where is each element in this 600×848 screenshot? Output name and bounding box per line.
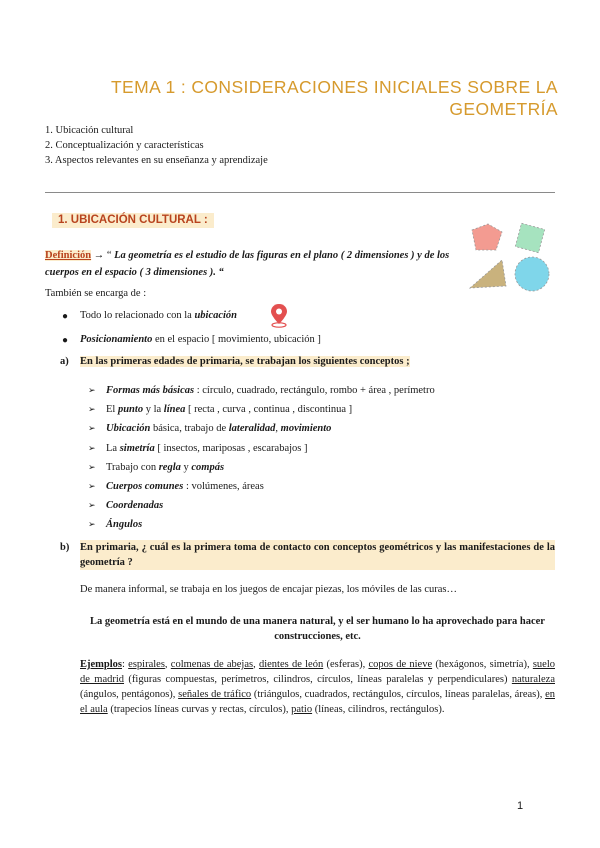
- geometric-shapes-icon: [460, 222, 560, 302]
- bullet-emphasis: Posicionamiento: [80, 334, 153, 345]
- arrow-icon: ➢: [88, 404, 96, 415]
- also-handles-text: También se encarga de :: [45, 288, 147, 299]
- examples-label: Ejemplos: [80, 659, 122, 670]
- toc-item: 1. Ubicación cultural: [45, 125, 134, 136]
- bullet-text: Todo lo relacionado con la: [80, 310, 195, 321]
- subsection-label: a): [60, 356, 69, 367]
- list-item: ➢ Ubicación básica, trabajo de lateralidad, movimiento: [88, 419, 435, 438]
- location-pin-icon: [268, 302, 290, 328]
- arrow-icon: ➢: [88, 500, 96, 511]
- page-number: 1: [517, 800, 524, 812]
- list-item: ➢ Formas más básicas : círculo, cuadrado, rectángulo, rombo + área , perímetro: [88, 381, 435, 400]
- section-heading: 1. UBICACIÓN CULTURAL :: [52, 213, 214, 228]
- definition-arrow: → “: [91, 250, 112, 261]
- arrow-icon: ➢: [88, 461, 96, 472]
- subsection-title: En primaria, ¿ cuál es la primera toma de contacto con conceptos geométricos y las manifestaciones de la geometría ?: [80, 542, 555, 568]
- subsection-b: [60, 540, 555, 570]
- list-item: ➢ La simetría [ insectos, mariposas , escarabajos ]: [88, 439, 435, 458]
- definition-label: Definición: [45, 250, 92, 261]
- arrow-icon: ➢: [88, 519, 96, 530]
- subsection-label: b): [60, 542, 70, 553]
- bullet-icon: ●: [62, 335, 69, 346]
- definition-text: La geometría es el estudio de las figuras en el plano ( 2 dimensiones ) y de los cuerpos en el espacio ( 3 dimensiones ). “: [45, 250, 450, 278]
- bullet-icon: ●: [62, 311, 69, 322]
- informal-text: De manera informal, se trabaja en los juegos de encajar piezas, los móviles de las curas…: [80, 584, 457, 595]
- concepts-list: [88, 381, 435, 535]
- toc-item: 3. Aspectos relevantes en su enseñanza y aprendizaje: [45, 155, 268, 166]
- subsection-a: [60, 356, 555, 367]
- examples-paragraph: Ejemplos: espirales, colmenas de abejas, dientes de león (esferas), copos de nieve (hexágonos, simetría), suelo de madrid (figuras compuestas, perímetros, cilindros, círculos, líneas paralelas y perpendiculares) naturaleza (ángulos, pentágonos), señales de tráfico (triángulos, cuadrados, rectángulos, círculos, líneas paralelas, áreas), en el aula (trapecios líneas curvas y rectas, círculos), patio (líneas, cilindros, rectángulos).: [80, 659, 555, 715]
- bullet-text: en el espacio [ movimiento, ubicación ]: [152, 334, 321, 345]
- bullet-item: [80, 310, 237, 321]
- toc-item: 2. Conceptualización y características: [45, 140, 204, 151]
- page-title: TEMA 1 : CONSIDERACIONES INICIALES SOBRE LA GEOMETRÍA: [110, 77, 558, 119]
- subsection-title: En las primeras edades de primaria, se trabajan los siguientes conceptos ;: [80, 356, 410, 367]
- bullet-emphasis: ubicación: [194, 310, 238, 321]
- list-item: ➢ Ángulos: [88, 515, 435, 534]
- arrow-icon: ➢: [88, 442, 96, 453]
- list-item: ➢ Trabajo con regla y compás: [88, 458, 435, 477]
- arrow-icon: ➢: [88, 481, 96, 492]
- bullet-item: [80, 334, 321, 345]
- arrow-icon: ➢: [88, 385, 96, 395]
- table-of-contents: [45, 123, 268, 168]
- list-item: ➢ El punto y la línea [ recta , curva , continua , discontinua ]: [88, 400, 435, 419]
- list-item: ➢ Coordenadas: [88, 496, 435, 515]
- divider: [45, 192, 555, 193]
- highlight-quote: La geometría está en el mundo de una manera natural, y el ser humano lo ha aprovechado para hacer construcciones, etc.: [90, 616, 545, 642]
- list-item: ➢ Cuerpos comunes : volúmenes, áreas: [88, 477, 435, 496]
- definition-paragraph: [45, 247, 455, 281]
- arrow-icon: ➢: [88, 423, 96, 434]
